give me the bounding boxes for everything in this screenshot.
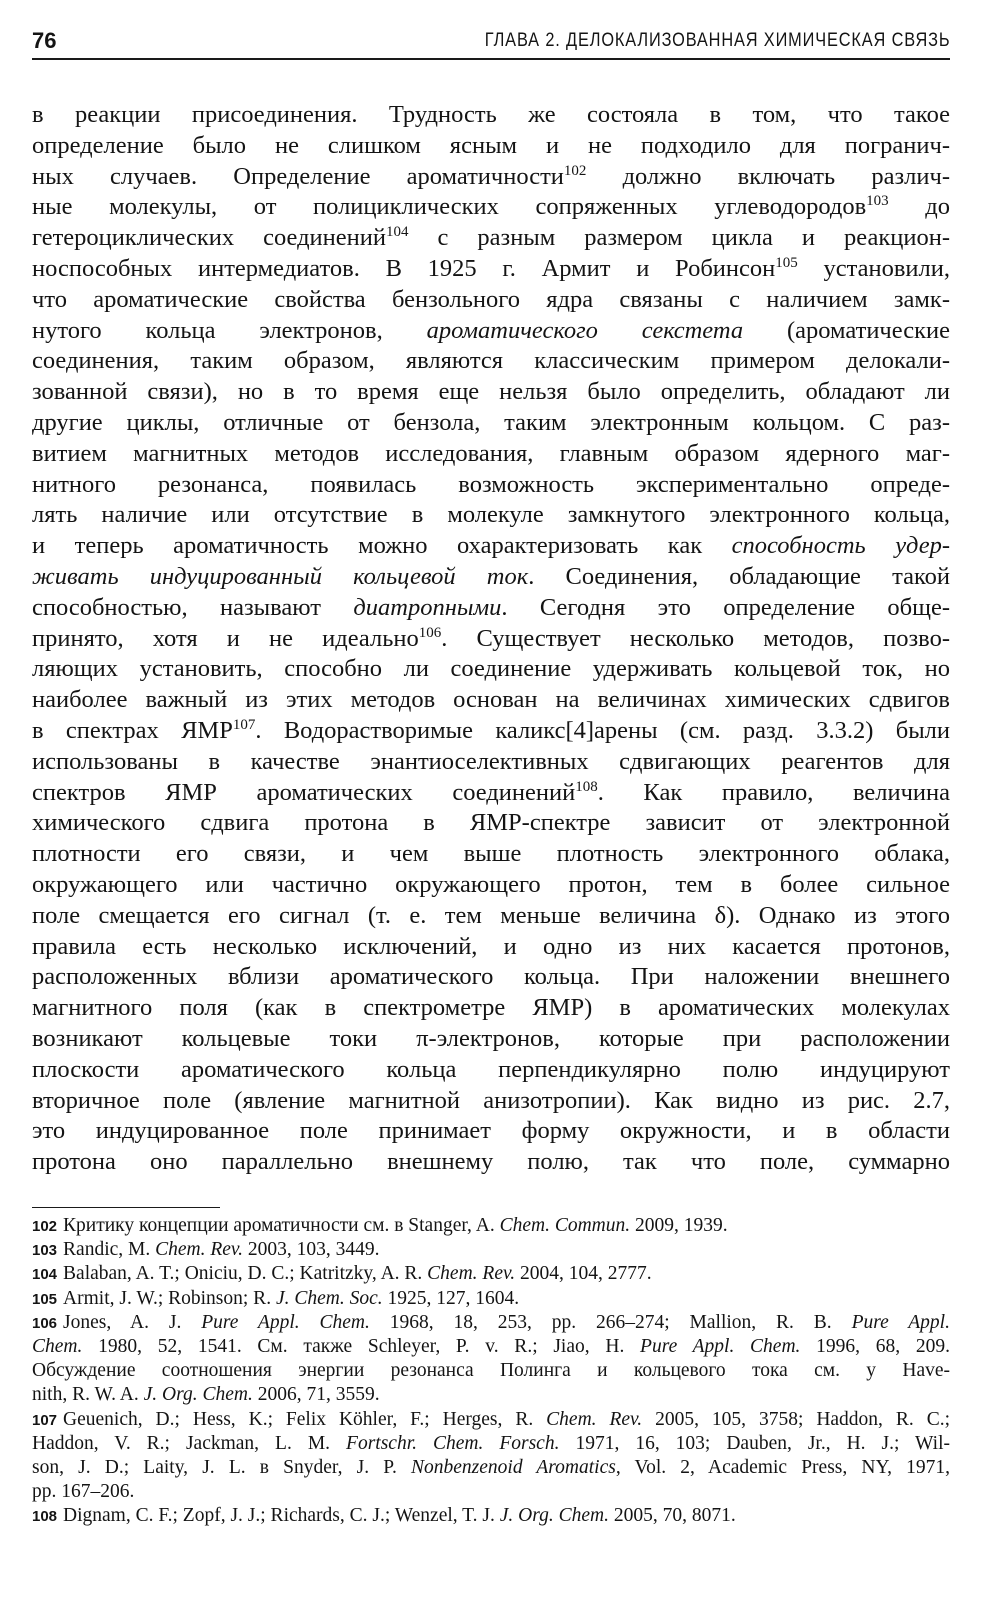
text-line: ляющих установить, способно ли соединение удерживать кольцевой ток, но xyxy=(32,655,950,683)
ref-102: 102 xyxy=(563,162,587,179)
text-line: что ароматические свойства бензольного ядра связаны с наличием замк- xyxy=(32,285,950,313)
term-diatropic: диатропными xyxy=(353,593,502,621)
text-line: поле смещается его сигнал (т. е. тем меньше величина δ). Однако из этого xyxy=(32,901,950,929)
footnote-106: 106 Jones, A. J. Pure Appl. Chem. 1968, 18, 253, pp. 266–274; Mallion, R. B. Pure Appl. xyxy=(32,1311,950,1333)
footnote-102: 102 Критику концепции ароматичности см. в Stanger, A. Chem. Commun. 2009, 1939. xyxy=(32,1215,728,1236)
main-text xyxy=(32,100,950,1178)
footnote-106-cont: Chem. 1980, 52, 1541. См. также Schleyer, P. v. R.; Jiao, H. Pure Appl. Chem. 1996, 68, 209. xyxy=(32,1335,950,1357)
text-line: магнитного поля (как в спектрометре ЯМР) в ароматических молекулах xyxy=(32,994,950,1022)
text-line: химического сдвига протона в ЯМР-спектре зависит от электронной xyxy=(32,809,950,837)
text-line: наиболее важный из этих методов основан на величинах химических сдвигов xyxy=(32,686,950,714)
footnote-107-cont: son, J. D.; Laity, J. L. в Snyder, J. P. Nonbenzenoid Aromatics, Vol. 2, Academic Press, NY, 1971, xyxy=(32,1456,950,1478)
text-line: принято, хотя и не идеально$^{106}$. Существует несколько методов, позво- xyxy=(32,624,950,652)
text-line: использованы в качестве энантиоселективных сдвигающих реагентов для xyxy=(32,747,950,775)
text-line: окружающего или частично окружающего протон, тем в более сильное xyxy=(32,870,950,898)
text-line: вторичное поле (явление магнитной анизотропии). Как видно из рис. 2.7, xyxy=(32,1086,950,1114)
text-line: витием магнитных методов исследования, главным образом ядерного маг- xyxy=(32,439,950,467)
text-line: в реакции присоединения. Трудность же состояла в том, что такое xyxy=(32,101,950,128)
footnote-105: 105 Armit, J. W.; Robinson; R. J. Chem. Soc. 1925, 127, 1604. xyxy=(32,1287,520,1309)
footnote-103: 103 Randic, M. Chem. Rev. 2003, 103, 3449. xyxy=(32,1239,380,1261)
footnote-108: 108 Dignam, C. F.; Zopf, J. J.; Richards, C. J.; Wenzel, T. J. J. Org. Chem. 2005, 70, 8071. xyxy=(32,1505,736,1527)
text-line: плотности его связи, и чем выше плотность электронного облака, xyxy=(32,840,950,868)
text-line: расположенных вблизи ароматического кольца. При наложении внешнего xyxy=(32,963,950,991)
ref-103: 103 xyxy=(866,193,889,210)
ref-104: 104 xyxy=(385,224,409,241)
text-line: зованной связи), но в то время еще нельзя было определить, обладают ли xyxy=(32,378,950,406)
text-line: и теперь ароматичность можно охарактеризовать как способность удер- xyxy=(32,532,950,560)
footnote-divider xyxy=(32,1207,220,1208)
text-line: правила есть несколько исключений, и одно из них касается протонов, xyxy=(32,932,950,960)
text-line: носпособных интермедиатов. В 1925 г. Армит и Робинсон$^{105}$ установили, xyxy=(32,254,950,282)
text-line: возникают кольцевые токи π-электронов, которые при расположении xyxy=(32,1024,950,1052)
footnote-106-cont: nith, R. W. A. J. Org. Chem. 2006, 71, 3559. xyxy=(32,1384,380,1406)
text-line: ных случаев. Определение ароматичности$^{102}$ должно включать различ- xyxy=(32,162,950,190)
text-line: определение было не слишком ясным и не подходило для погранич- xyxy=(32,131,950,159)
text-line: живать индуцированный кольцевой ток. Соединения, обладающие такой xyxy=(32,562,950,590)
ref-105: 105 xyxy=(775,254,798,271)
text-line: соединения, таким образом, являются классическим примером делокали- xyxy=(32,347,950,375)
text-line: способностью, называют диатропными. Сегодня это определение обще- xyxy=(32,593,950,621)
text-line: плоскости ароматического кольца перпендикулярно полю индуцируют xyxy=(32,1055,950,1083)
text-line: лять наличие или отсутствие в молекуле замкнутого электронного кольца, xyxy=(32,501,950,529)
text-line: нитного резонанса, появилась возможность экспериментально опреде- xyxy=(32,470,950,498)
footnotes xyxy=(32,1214,950,1528)
page-number: 76 xyxy=(32,28,57,53)
text-line: другие циклы, отличные от бензола, таким электронным кольцом. С раз- xyxy=(32,408,950,436)
text-line: спектров ЯМР ароматических соединений$^{108}$. Как правило, величина xyxy=(32,778,950,806)
term-aromatic-sextet: ароматического секстета xyxy=(426,316,744,344)
page-header xyxy=(32,22,950,60)
footnote-107: 107 Geuenich, D.; Hess, K.; Felix Köhler, F.; Herges, R. Chem. Rev. 2005, 105, 3758; Haddon, R. C.; xyxy=(32,1408,950,1430)
footnote-107-cont: pp. 167–206. xyxy=(32,1481,135,1503)
ref-106: 106 xyxy=(418,624,442,641)
text-line: нутого кольца электронов, ароматического секстета (ароматические xyxy=(32,316,951,344)
ref-108: 108 xyxy=(575,778,598,795)
footnote-106-cont: Обсуждение соотношения энергии резонанса Полинга и кольцевого тока см. у Have- xyxy=(32,1360,950,1382)
ref-107: 107 xyxy=(232,716,256,733)
text-line: в спектрах ЯМР$^{107}$. Водорастворимые каликс[4]арены (см. разд. 3.3.2) были xyxy=(32,716,950,744)
running-head: ГЛАВА 2. ДЕЛОКАЛИЗОВАННАЯ ХИМИЧЕСКАЯ СВЯЗЬ xyxy=(484,30,950,51)
text-line: это индуцированное поле принимает форму окружности, и в области xyxy=(32,1117,950,1145)
text-line: ные молекулы, от полициклических сопряженных углеводородов$^{103}$ до xyxy=(32,193,951,221)
text-line: гетероциклических соединений$^{104}$ с разным размером цикла и реакцион- xyxy=(32,224,950,252)
footnote-104: 104 Balaban, A. T.; Oniciu, D. C.; Katritzky, A. R. Chem. Rev. 2004, 104, 2777. xyxy=(32,1263,652,1285)
footnote-107-cont: Haddon, V. R.; Jackman, L. M. Fortschr. Chem. Forsch. 1971, 16, 103; Dauben, Jr., H. J.; Wil- xyxy=(32,1432,950,1454)
text-line: протона оно параллельно внешнему полю, так что поле, суммарно xyxy=(32,1148,950,1176)
